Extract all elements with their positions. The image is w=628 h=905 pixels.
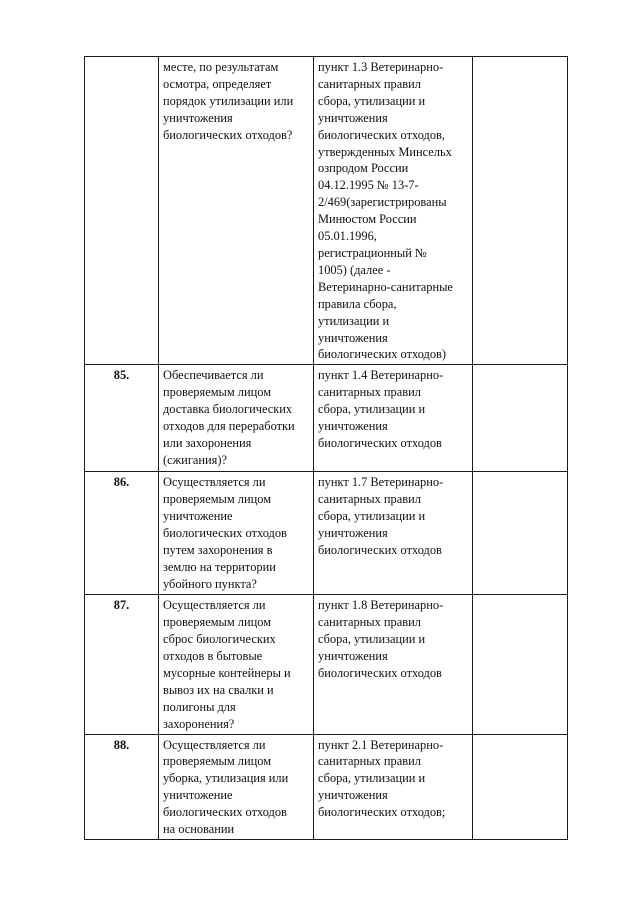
table-row [85,734,568,839]
question-cell: месте, по результатам осмотра, определяет порядок утилизации или уничтожения биологических отходов? [159,57,314,365]
answer-cell [473,472,568,595]
table-row [85,365,568,472]
answer-cell [473,57,568,365]
row-number-cell: 87. [85,595,159,734]
question-cell: Осуществляется ли проверяемым лицом уничтожение биологических отходов путем захоронения в землю на территории убойного пункта? [159,472,314,595]
checklist-table [84,56,568,840]
question-cell: Осуществляется ли проверяемым лицом сброс биологических отходов в бытовые мусорные контейнеры и вывоз их на свалки и полигоны для захоронения? [159,595,314,734]
question-cell: Осуществляется ли проверяемым лицом уборка, утилизация или уничтожение биологических отходов на основании [159,734,314,839]
table-row [85,472,568,595]
row-number-cell: 86. [85,472,159,595]
legal-reference-cell: пункт 1.3 Ветеринарно- санитарных правил сбора, утилизации и уничтожения биологических отходов, утвержденных Минсельх озпродом России 04.12.1995 № 13-7- 2/469(зарегистрированы Минюстом России 05.01.1996, регистрационный № 1005) (далее - Ветеринарно-санитарные правила сбора, утилизации и уничтожения биологических отходов) [314,57,473,365]
answer-cell [473,595,568,734]
row-number-cell: 88. [85,734,159,839]
table-row [85,595,568,734]
legal-reference-cell: пункт 2.1 Ветеринарно- санитарных правил сбора, утилизации и уничтожения биологических отходов; [314,734,473,839]
row-number-cell [85,57,159,365]
answer-cell [473,365,568,472]
row-number-cell: 85. [85,365,159,472]
legal-reference-cell: пункт 1.7 Ветеринарно- санитарных правил сбора, утилизации и уничтожения биологических отходов [314,472,473,595]
legal-reference-cell: пункт 1.4 Ветеринарно- санитарных правил сбора, утилизации и уничтожения биологических отходов [314,365,473,472]
legal-reference-cell: пункт 1.8 Ветеринарно- санитарных правил сбора, утилизации и уничтожения биологических отходов [314,595,473,734]
answer-cell [473,734,568,839]
table-row [85,57,568,365]
question-cell: Обеспечивается ли проверяемым лицом доставка биологических отходов для переработки или захоронения (сжигания)? [159,365,314,472]
